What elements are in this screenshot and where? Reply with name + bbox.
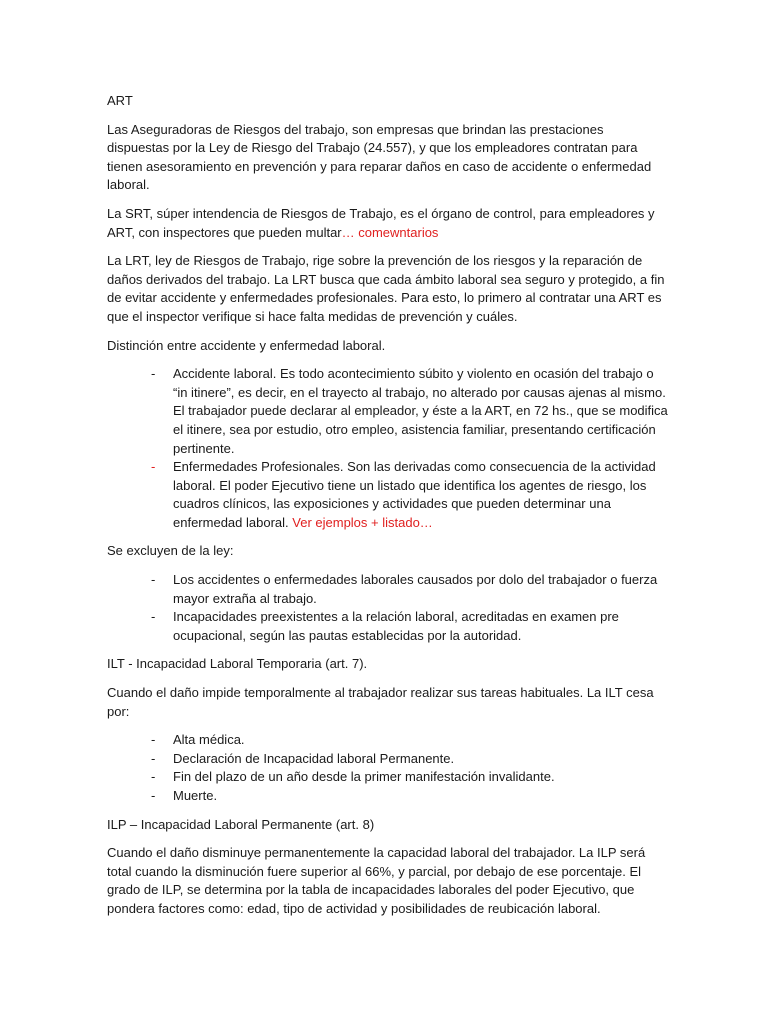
paragraph-art-definition: Las Aseguradoras de Riesgos del trabajo, son empresas que brindan las prestaciones dispuestas por la Ley de Riesgo del Trabajo (24.557), y que los empleadores contratan para tienen asesoramiento en prevención y para reparar daños en caso de accidente o enfermedad laboral. bbox=[107, 121, 652, 193]
list-item bbox=[151, 608, 668, 645]
paragraph-excluyen: Se excluyen de la ley: bbox=[107, 543, 234, 559]
list-item bbox=[151, 731, 668, 750]
comment-link-comentarios[interactable]: … comewntarios bbox=[341, 224, 439, 240]
list-item-text: Fin del plazo de un año desde la primer manifestación invalidante. bbox=[173, 769, 555, 785]
comment-link-ver-ejemplos[interactable]: Ver ejemplos + listado… bbox=[292, 514, 433, 530]
list-item-text: Declaración de Incapacidad laboral Permanente. bbox=[173, 750, 455, 766]
list-item-enfermedades bbox=[151, 458, 668, 532]
list-item-text: Muerte. bbox=[173, 788, 218, 803]
heading-ilp: ILP – Incapacidad Laboral Permanente (art. 8) bbox=[107, 816, 375, 832]
paragraph-srt bbox=[107, 205, 668, 242]
heading-ilt: ILT - Incapacidad Laboral Temporaria (art. 7). bbox=[107, 656, 368, 672]
paragraph-ilp: Cuando el daño disminuye permanentemente la capacidad laboral del trabajador. La ILP será total cuando la disminución fuere superior al 66%, y parcial, por debajo de ese porcentaje. El grado de ILP, se determina por la tabla de incapacidades laborales del poder Ejecutivo, que pondera factores como: edad, tipo de actividad y posibilidades de reubicación laboral. bbox=[107, 845, 646, 916]
dash-bullet: - bbox=[151, 769, 156, 785]
list-item-accidente bbox=[151, 365, 668, 458]
dash-bullet: - bbox=[151, 750, 156, 766]
list-item bbox=[151, 787, 668, 806]
dash-bullet: - bbox=[151, 732, 156, 748]
list-ilt-cesa bbox=[107, 731, 668, 805]
dash-bullet: - bbox=[151, 609, 156, 625]
doc-title: ART bbox=[107, 93, 133, 108]
paragraph-srt-text: La SRT, súper intendencia de Riesgos de Trabajo, es el órgano de control, para empleadores y ART, con inspectores que pueden multar bbox=[107, 205, 655, 240]
dash-bullet: - bbox=[151, 788, 156, 803]
list-item-text: Accidente laboral. Es todo acontecimiento súbito y violento en ocasión del trabajo o “in itinere”, es decir, en el trayecto al trabajo, no alterado por causas ajenas al mismo. El trabajador puede declarar al empleador, y éste a la ART, en 72 hs., que se modifica el itinere, sea por estudio, otro empleo, asistencia familiar, presentando certificación pertinente. bbox=[173, 366, 668, 456]
paragraph-ilt: Cuando el daño impide temporalmente al trabajador realizar sus tareas habituales. La ILT cesa por: bbox=[107, 685, 654, 719]
list-item bbox=[151, 768, 668, 787]
dash-bullet: - bbox=[151, 572, 156, 588]
dash-bullet-red: - bbox=[151, 459, 156, 475]
paragraph-distincion: Distinción entre accidente y enfermedad laboral. bbox=[107, 337, 386, 353]
list-item-text: Los accidentes o enfermedades laborales causados por dolo del trabajador o fuerza mayor extraña al trabajo. bbox=[173, 572, 658, 606]
paragraph-lrt: La LRT, ley de Riesgos de Trabajo, rige sobre la prevención de los riesgos y la reparación de daños derivados del trabajo. La LRT busca que cada ámbito laboral sea seguro y protegido, a fin de evitar accidente y enfermedades profesionales. Para esto, lo primero al contratar una ART es que el inspector verifique si hace falta medidas de prevención y cuáles. bbox=[107, 253, 665, 324]
dash-bullet: - bbox=[151, 366, 156, 382]
list-exclusiones bbox=[107, 571, 668, 645]
list-distincion bbox=[107, 365, 668, 532]
list-item bbox=[151, 571, 668, 608]
list-item-text: Alta médica. bbox=[173, 732, 245, 748]
list-item-text: Enfermedades Profesionales. Son las derivadas como consecuencia de la actividad laboral. El poder Ejecutivo tiene un listado que identifica los agentes de riesgo, los cuadros clínicos, las exposiciones y actividades que pueden determinar una enfermedad laboral. bbox=[173, 459, 656, 530]
list-item-text: Incapacidades preexistentes a la relación laboral, acreditadas en examen pre ocupacional, según las pautas establecidas por la autoridad. bbox=[173, 609, 619, 643]
list-item bbox=[151, 750, 668, 769]
